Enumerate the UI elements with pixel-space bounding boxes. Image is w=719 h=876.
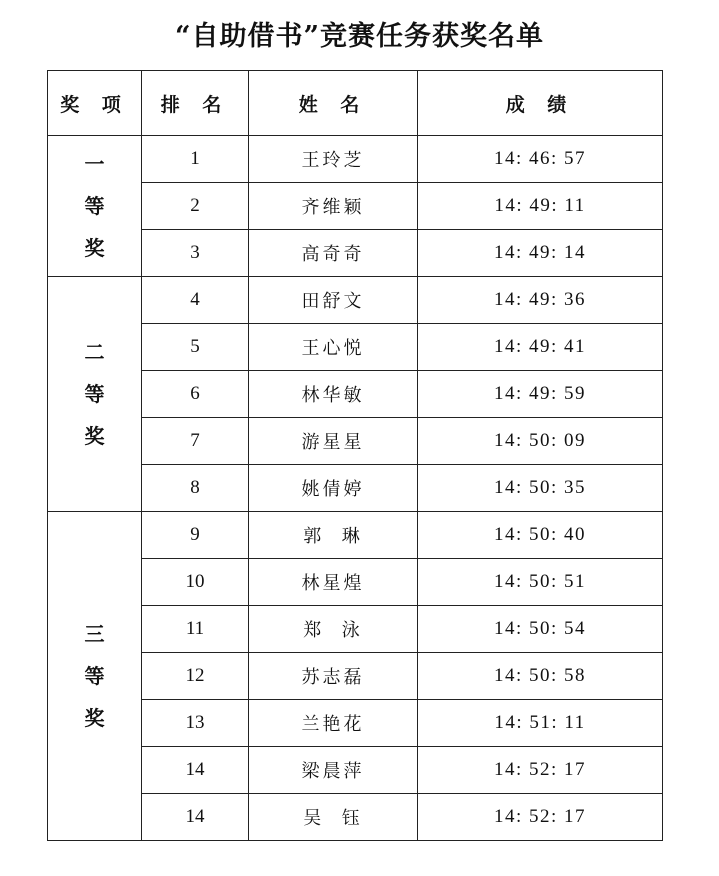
document-title: “自助借书”竞赛任务获奖名单 [174, 21, 545, 52]
prize-char: 二 [84, 340, 105, 364]
prize-char: 等 [84, 664, 105, 688]
rank-cell: 12 [142, 653, 249, 700]
score-cell: 14: 50: 40 [418, 512, 663, 559]
rank-cell: 14 [142, 794, 249, 841]
name-cell: 林星煌 [249, 559, 418, 606]
name-cell: 林华敏 [249, 371, 418, 418]
prize-char: 奖 [84, 236, 105, 260]
award-table [47, 70, 663, 841]
header-award: 奖 项 [48, 71, 142, 136]
name-cell: 田舒文 [249, 277, 418, 324]
rank-cell: 9 [142, 512, 249, 559]
name-cell: 苏志磊 [249, 653, 418, 700]
score-cell: 14: 51: 11 [418, 700, 663, 747]
rank-cell: 6 [142, 371, 249, 418]
name-cell: 兰艳花 [249, 700, 418, 747]
rank-cell: 4 [142, 277, 249, 324]
rank-cell: 13 [142, 700, 249, 747]
prize-char: 一 [84, 152, 105, 176]
name-cell: 郑 泳 [249, 606, 418, 653]
rank-cell: 10 [142, 559, 249, 606]
name-cell: 齐维颖 [249, 183, 418, 230]
name-cell: 游星星 [249, 418, 418, 465]
score-cell: 14: 49: 41 [418, 324, 663, 371]
rank-cell: 5 [142, 324, 249, 371]
rank-cell: 3 [142, 230, 249, 277]
name-cell: 梁晨萍 [249, 747, 418, 794]
prize-second [48, 277, 142, 512]
prize-char: 奖 [84, 706, 105, 730]
score-cell: 14: 49: 14 [418, 230, 663, 277]
rank-cell: 1 [142, 136, 249, 183]
prize-char: 等 [84, 382, 105, 406]
score-cell: 14: 50: 51 [418, 559, 663, 606]
table-row [48, 512, 663, 559]
name-cell: 王心悦 [249, 324, 418, 371]
score-cell: 14: 50: 58 [418, 653, 663, 700]
name-cell: 王玲芝 [249, 136, 418, 183]
score-cell: 14: 49: 36 [418, 277, 663, 324]
table-row [48, 277, 663, 324]
score-cell: 14: 52: 17 [418, 794, 663, 841]
prize-first [48, 136, 142, 277]
score-cell: 14: 52: 17 [418, 747, 663, 794]
header-name: 姓 名 [249, 71, 418, 136]
table-row [48, 136, 663, 183]
prize-char: 三 [84, 622, 105, 646]
prize-char: 奖 [84, 424, 105, 448]
rank-cell: 2 [142, 183, 249, 230]
prize-third [48, 512, 142, 841]
header-score: 成 绩 [418, 71, 663, 136]
rank-cell: 7 [142, 418, 249, 465]
header-rank: 排 名 [142, 71, 249, 136]
rank-cell: 14 [142, 747, 249, 794]
score-cell: 14: 46: 57 [418, 136, 663, 183]
prize-char: 等 [84, 194, 105, 218]
score-cell: 14: 50: 35 [418, 465, 663, 512]
score-cell: 14: 50: 09 [418, 418, 663, 465]
score-cell: 14: 49: 59 [418, 371, 663, 418]
name-cell: 姚倩婷 [249, 465, 418, 512]
score-cell: 14: 50: 54 [418, 606, 663, 653]
rank-cell: 11 [142, 606, 249, 653]
name-cell: 吴 钰 [249, 794, 418, 841]
table-header-row [48, 71, 663, 136]
score-cell: 14: 49: 11 [418, 183, 663, 230]
rank-cell: 8 [142, 465, 249, 512]
name-cell: 高奇奇 [249, 230, 418, 277]
name-cell: 郭 琳 [249, 512, 418, 559]
